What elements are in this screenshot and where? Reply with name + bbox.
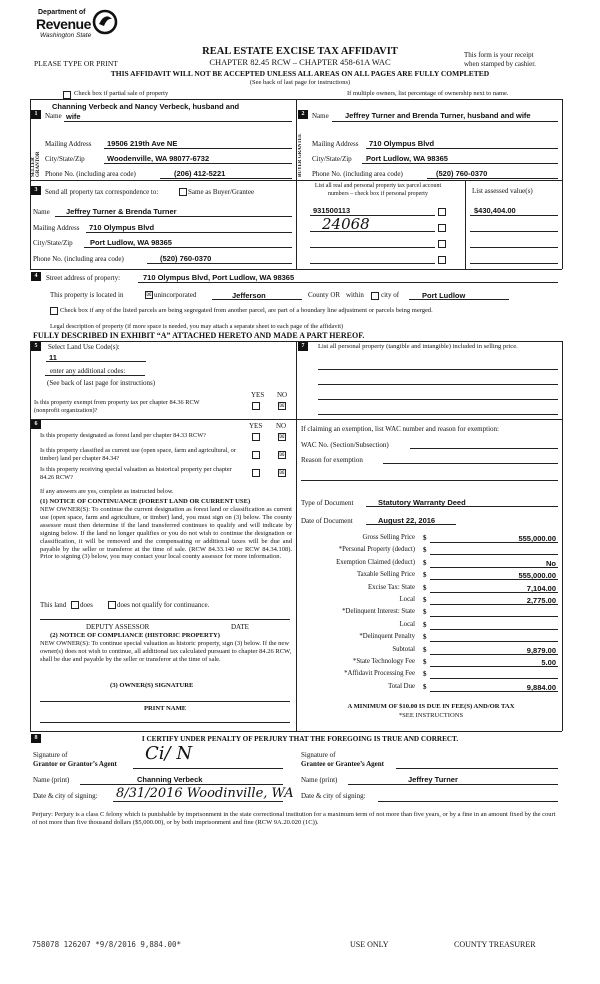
receipt-line-2: when stamped by cashier. (464, 60, 536, 68)
dollar-sign: $ (423, 583, 427, 592)
located-in-label: This property is located in (50, 291, 124, 299)
tax-row-label: Gross Selling Price (362, 534, 415, 541)
tax-row-line (430, 579, 558, 580)
seller-grantor-side-label: SELLER GRANTOR (31, 151, 41, 177)
section-1-badge: 1 (31, 110, 41, 119)
compliance-body: NEW OWNER(S): To continue special valuation as historic property, sign (3) below. If the new owner(s) does not wish to continue, all additional tax calculated pursuant to chapter 84.26 RCW, shall be due and payable by the seller or transferor at the time of sale. (40, 640, 292, 663)
dollar-sign: $ (423, 608, 427, 617)
dollar-sign: $ (423, 670, 427, 679)
land-use-see-back: (See back of last page for instructions) (47, 379, 156, 387)
additional-codes-label: enter any additional codes: (50, 367, 126, 375)
use-only-label: USE ONLY (350, 940, 389, 949)
buyer-phone-value[interactable]: (520) 760-0370 (436, 169, 488, 178)
seller-name-label: Name (45, 112, 62, 120)
tax-row-label: Taxable Selling Price (356, 571, 415, 579)
parcel-number-1[interactable]: 931500113 (313, 206, 351, 215)
form-title: REAL ESTATE EXCISE TAX AFFIDAVIT (202, 46, 398, 57)
grantee-sig-label-2: Grantee or Grantee’s Agent (301, 760, 385, 768)
buyer-city-label: City/State/Zip (312, 155, 352, 163)
grantor-date-city-value[interactable]: 8/31/2016 Woodinville, WA (116, 786, 294, 801)
correspondence-label: Send all property tax correspondence to: (45, 188, 159, 196)
section-5-badge: 5 (31, 342, 41, 351)
land-does-not-label: does not qualify for continuance. (117, 601, 210, 609)
tax-row-value[interactable]: 555,000.00 (518, 534, 556, 543)
historic-question: Is this property receiving special valuation as historical property per chapter 84.26 RCW? (40, 466, 232, 481)
tax-row-line (430, 629, 558, 630)
corr-name-label: Name (33, 208, 50, 216)
seller-city-label: City/State/Zip (45, 155, 85, 163)
grantee-name-value[interactable]: Jeffrey Turner (408, 775, 458, 784)
unincorporated-label: unincorporated (154, 291, 197, 299)
grantor-date-city-label: Date & city of signing: (33, 792, 98, 800)
date-label: DATE (231, 623, 249, 631)
wac-label: WAC No. (Section/Subsection) (301, 441, 389, 449)
seller-mail-value[interactable]: 19506 219th Ave NE (107, 139, 178, 148)
tax-row-label: Excise Tax: State (368, 583, 415, 591)
same-as-buyer-label: Same as Buyer/Grantee (188, 188, 255, 196)
land-does-label: does (80, 601, 93, 609)
parcel-2-personal-checkbox[interactable] (438, 224, 446, 232)
county-or-label: County OR (308, 291, 341, 299)
multiple-owners-note: If multiple owners, list percentage of ownership next to name. (347, 90, 509, 97)
section-3-badge: 3 (31, 186, 41, 195)
grantee-name-label: Name (print) (301, 776, 338, 784)
tax-row-label: *Affidavit Processing Fee (344, 670, 415, 678)
treasurer-stamp: 758078 126207 *9/8/2016 9,884.00* (32, 940, 182, 949)
grantor-signature[interactable]: Ci/ N (145, 743, 193, 764)
current-use-yes-checkbox[interactable] (252, 451, 260, 459)
forest-land-question: Is this property designated as forest land per chapter 84.33 RCW? (40, 432, 206, 439)
same-as-buyer-checkbox[interactable] (179, 188, 187, 196)
minimum-due-note: A MINIMUM OF $10.00 IS DUE IN FEE(S) AND/OR TAX (347, 703, 515, 710)
segregated-checkbox[interactable] (50, 307, 58, 315)
seller-name-line-2: wife (66, 112, 81, 121)
tax-row-line (430, 592, 558, 593)
tax-row-label: Exemption Claimed (deduct) (336, 558, 415, 566)
tax-row-line (430, 604, 558, 605)
unincorporated-checkbox[interactable]: ☒ (146, 292, 152, 298)
revenue-logo (36, 9, 116, 43)
exempt-question: Is this property exempt from property tax per chapter 84.36 RCW (nonprofit organization)? (34, 399, 200, 414)
state-text: Washington State (40, 32, 92, 39)
revenue-text: Revenue (36, 16, 91, 32)
dollar-sign: $ (423, 534, 427, 542)
tax-row-label: Local (399, 596, 415, 603)
dollar-sign: $ (423, 558, 427, 567)
corr-mail-label: Mailing Address (33, 224, 80, 232)
segregated-label: Check box if any of the listed parcels are being segregated from another parcel, are part of a boundary line adjustment or parcels being merged. (60, 307, 433, 314)
historic-no-checkbox[interactable]: ☒ (279, 470, 285, 476)
corr-name-value[interactable]: Jeffrey Turner & Brenda Turner (66, 207, 177, 216)
continuance-body: NEW OWNER(S): To continue the current designation as forest land or classification as current use (open space, farm and agriculture, or timber) land, you must sign on (3) below. The county assessor must then determine if the land transferred continues to qualify and will indicate by signing below. If the land no longer qualifies or you do not wish to continue the designation or classification, it will be removed and the compensating or additional taxes will be due and payable by the seller or transferor at the time of sale. (RCW 84.33.140 or RCW 84.34.108). Prior to signing (3) below, you may contact your local county assessor for more information. (40, 506, 292, 561)
legal-description-value: FULLY DESCRIBED IN EXHIBIT “A” ATTACHED HERETO AND MADE A PART HEREOF. (33, 331, 365, 340)
assessed-value-header: List assessed value(s) (472, 187, 533, 195)
corr-city-label: City/State/Zip (33, 239, 73, 247)
continuance-title: (1) NOTICE OF CONTINUANCE (FOREST LAND OR CURRENT USE) (40, 498, 251, 505)
parcel-4-personal-checkbox[interactable] (438, 256, 446, 264)
current-use-question: Is this property classified as current use (open space, farm and agricultural, or timber) land per chapter 84.34? (40, 447, 236, 462)
tax-row-line (430, 641, 558, 642)
grantor-name-value[interactable]: Channing Verbeck (137, 775, 203, 784)
s5-no-header: NO (277, 391, 288, 399)
tax-row-line (430, 554, 558, 555)
tax-row-line (430, 542, 558, 543)
personal-property-label: List all personal property (tangible and intangible) included in selling price. (318, 343, 518, 350)
tax-row-line (430, 567, 558, 568)
section-7-badge: 7 (298, 342, 308, 351)
grantor-name-label: Name (print) (33, 776, 70, 784)
tax-row-label: *State Technology Fee (352, 658, 415, 665)
doc-date-label: Date of Document (301, 517, 353, 525)
tax-row-value[interactable]: 2,775.00 (526, 596, 556, 605)
buyer-city-value[interactable]: Port Ludlow, WA 98365 (366, 154, 448, 163)
seller-name-line-1: Channing Verbeck and Nancy Verbeck, husband and (52, 102, 240, 111)
completion-notice: THIS AFFIDAVIT WILL NOT BE ACCEPTED UNLESS ALL AREAS ON ALL PAGES ARE FULLY COMPLETED (110, 69, 490, 78)
street-address-label: Street address of property: (46, 274, 121, 282)
seller-mail-label: Mailing Address (45, 140, 92, 148)
tax-row-label: *Delinquent Interest: State (342, 608, 415, 616)
doc-type-label: Type of Document (301, 499, 354, 507)
seller-phone-value[interactable]: (206) 412-5221 (174, 169, 226, 178)
form-chapter: CHAPTER 82.45 RCW – CHAPTER 458-61A WAC (209, 57, 391, 67)
buyer-name-label: Name (312, 112, 329, 120)
parcel-header-2: numbers – check box if personal property (328, 191, 428, 197)
land-does-checkbox[interactable] (71, 601, 79, 609)
dollar-sign: $ (423, 546, 427, 555)
parcel-3-personal-checkbox[interactable] (438, 240, 446, 248)
see-back-instructions: (See back of last page for instructions) (249, 79, 351, 86)
parcel-1-personal-checkbox[interactable] (438, 208, 446, 216)
tax-row-label: *Delinquent Penalty (359, 633, 415, 641)
tax-row-label: Local (399, 620, 415, 628)
forest-yes-checkbox[interactable] (252, 433, 260, 441)
forest-no-checkbox[interactable]: ☒ (279, 434, 285, 440)
buyer-phone-label: Phone No. (including area code) (312, 170, 403, 178)
see-instructions-note: *SEE INSTRUCTIONS (398, 712, 464, 719)
reason-label: Reason for exemption (301, 456, 363, 464)
land-does-not-checkbox[interactable] (108, 601, 116, 609)
grantor-sig-label-1: Signature of (33, 751, 68, 759)
tax-row-value[interactable]: 7,104.00 (526, 583, 556, 593)
exempt-yes-checkbox[interactable] (252, 402, 260, 410)
historic-yes-checkbox[interactable] (252, 469, 260, 477)
perjury-notice: Perjury: Perjury is a class C felony which is punishable by imprisonment in the state correctional institution for a maximum term of not more than five years, or by a fine in an amount fixed by the court of not more than five thousand dollars ($5,000.00), or by both imprisonment and fine (RCW 9A.20.020 (1C)). (32, 811, 556, 826)
corr-phone-label: Phone No. (including area code) (33, 255, 124, 263)
seller-city-value[interactable]: Woodenville, WA 98077-6732 (107, 154, 210, 163)
print-name-label: PRINT NAME (144, 705, 187, 712)
land-use-code[interactable]: 11 (49, 353, 57, 362)
dollar-sign: $ (423, 682, 427, 691)
s5-yes-header: YES (251, 391, 265, 399)
tax-row-label: *Personal Property (deduct) (338, 546, 415, 554)
legal-description-label: Legal description of property (if more space is needed, you may attach a separate sheet to each page of the affidavit) (50, 323, 344, 330)
receipt-line-1: This form is your receipt (464, 51, 534, 59)
compliance-title: (2) NOTICE OF COMPLIANCE (HISTORIC PROPERTY) (50, 632, 220, 639)
corr-city-value[interactable]: Port Ludlow, WA 98365 (90, 238, 172, 247)
s6-yes-header: YES (249, 422, 263, 430)
section-8-badge: 8 (31, 734, 41, 743)
within-city-checkbox[interactable] (371, 292, 379, 300)
tax-row-label: Total Due (388, 682, 415, 690)
handwritten-parcel-note: 24068 (322, 215, 370, 233)
section-4-badge: 4 (31, 272, 41, 281)
city-of-label: city of (381, 291, 400, 299)
current-use-no-checkbox[interactable]: ☒ (279, 452, 285, 458)
tax-row-value[interactable]: 5.00 (541, 658, 556, 667)
tax-row-line (430, 678, 558, 679)
please-type: PLEASE TYPE OR PRINT (34, 59, 118, 68)
buyer-grantee-side-label: BUYER GRANTEE (298, 133, 303, 177)
exempt-no-checkbox[interactable]: ☒ (279, 403, 285, 409)
buyer-mail-label: Mailing Address (312, 140, 359, 148)
tax-row-label: Subtotal (392, 645, 415, 653)
tax-row-value[interactable]: 9,884.00 (526, 682, 556, 692)
partial-sale-checkbox[interactable] (63, 91, 71, 99)
dept-text: Department of (38, 9, 86, 16)
owner-signature-title: (3) OWNER(S) SIGNATURE (110, 682, 194, 689)
wa-logo-icon (92, 9, 118, 35)
tax-row-line (430, 654, 558, 655)
tax-row-value[interactable]: No (546, 558, 556, 568)
doc-type-value[interactable]: Statutory Warranty Deed (378, 498, 466, 507)
within-label: within (346, 291, 364, 299)
grantor-sig-label-2: Grantor or Grantor’s Agent (33, 760, 117, 768)
dollar-sign: $ (423, 620, 427, 629)
seller-phone-label: Phone No. (including area code) (45, 170, 136, 178)
corr-phone-value[interactable]: (520) 760-0370 (160, 254, 212, 263)
dollar-sign: $ (423, 658, 427, 666)
city-value[interactable]: Port Ludlow (422, 291, 466, 300)
grantee-sig-label-1: Signature of (301, 751, 336, 759)
grantee-date-city-label: Date & city of signing: (301, 792, 366, 800)
this-land-label: This land (40, 601, 67, 609)
certify-statement: I CERTIFY UNDER PENALTY OF PERJURY THAT THE FOREGOING IS TRUE AND CORRECT. (141, 735, 459, 743)
tax-row-value[interactable]: 555,000.00 (518, 571, 556, 581)
exemption-label: If claiming an exemption, list WAC number and reason for exemption: (301, 425, 499, 433)
doc-date-value[interactable]: August 22, 2016 (378, 516, 436, 525)
tax-row-line (430, 691, 558, 692)
buyer-mail-value[interactable]: 710 Olympus Blvd (369, 139, 435, 148)
county-value[interactable]: Jefferson (232, 291, 266, 300)
tax-row-line (430, 666, 558, 667)
dollar-sign: $ (423, 645, 427, 654)
section-6-badge: 6 (31, 420, 41, 429)
dollar-sign: $ (423, 633, 427, 642)
tax-row-value[interactable]: 9,879.00 (526, 645, 556, 655)
dollar-sign: $ (423, 596, 427, 604)
land-use-label: Select Land Use Code(s): (48, 343, 120, 351)
assessed-value-1[interactable]: $430,404.00 (474, 206, 516, 215)
partial-sale-label: Check box if partial sale of property (74, 90, 169, 97)
corr-mail-value[interactable]: 710 Olympus Blvd (89, 223, 155, 232)
if-any-yes-note: If any answers are yes, complete as instructed below. (40, 488, 174, 495)
parcel-header-1: List all real and personal property tax parcel account (314, 183, 442, 189)
section-2-badge: 2 (298, 110, 308, 119)
tax-row-line (430, 616, 558, 617)
deputy-assessor-label: DEPUTY ASSESSOR (86, 623, 150, 631)
county-treasurer-label: COUNTY TREASURER (454, 940, 536, 949)
s6-no-header: NO (276, 422, 287, 430)
street-address-value[interactable]: 710 Olympus Blvd, Port Ludlow, WA 98365 (143, 273, 295, 282)
dollar-sign: $ (423, 571, 427, 580)
buyer-name-value[interactable]: Jeffrey Turner and Brenda Turner, husband and wife (345, 111, 531, 120)
